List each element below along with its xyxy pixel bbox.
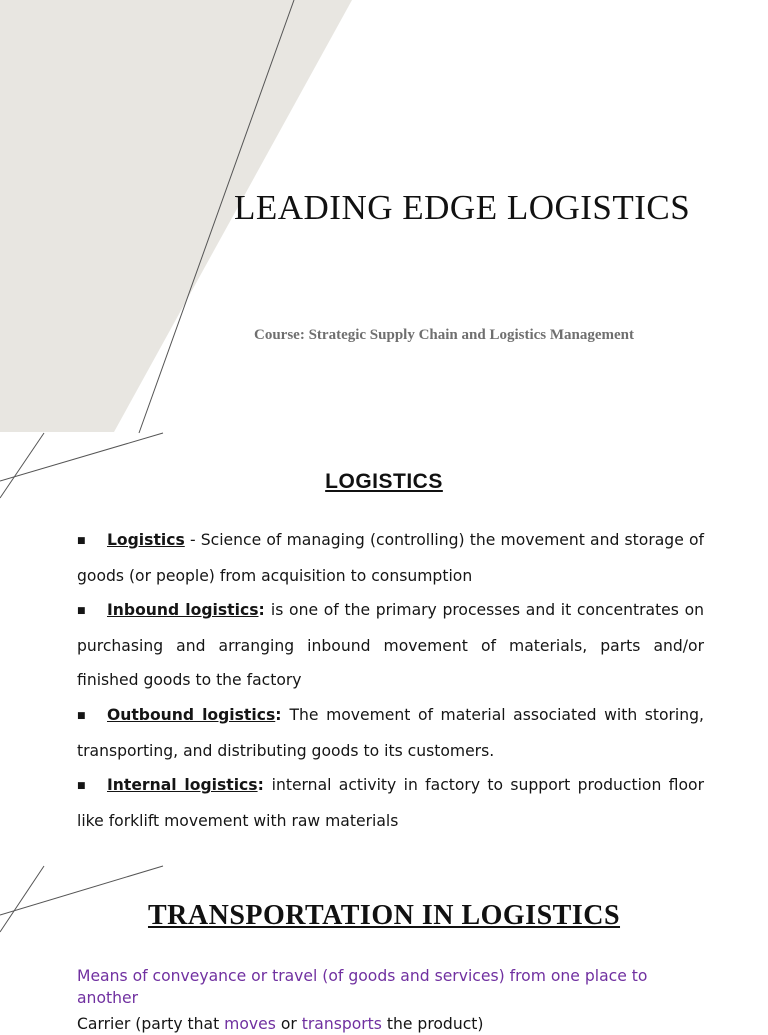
course-subtitle: Course: Strategic Supply Chain and Logistics Management [254,327,635,343]
bullet-text: Science of managing (controlling) the movement and storage of goods (or people) from acquisition to consumption [77,531,705,585]
list-item [77,523,704,593]
bullet-icon: ■ [77,781,86,792]
bullet-term: Internal logistics [107,776,258,795]
bullet-term: Logistics [107,531,185,549]
bullet-icon: ■ [77,536,86,546]
bullet-term: Outbound logistics [107,705,276,724]
list-item [77,593,704,698]
bullet-term: Inbound logistics [107,601,259,620]
list-item [77,698,704,768]
carrier-highlight-transports: transports [301,1015,382,1033]
bullet-separator: : [275,705,290,724]
bullet-icon: ■ [77,606,86,617]
carrier-text [77,1013,484,1035]
carrier-text-start: Carrier (party that [77,1015,225,1033]
carrier-text-end: the product) [381,1015,484,1033]
transportation-heading: TRANSPORTATION IN LOGISTICS [147,900,621,931]
bullet-separator: : [258,601,271,620]
bullet-icon: ■ [77,710,86,721]
means-of-conveyance-text: Means of conveyance or travel (of goods and services) from one place to another [77,967,648,1007]
carrier-highlight-moves: moves [224,1015,276,1033]
logistics-heading: LOGISTICS [325,470,443,493]
logistics-bullet-list [77,523,704,838]
bullet-text: internal activity in factory to support production floor like forklift movement with raw materials [77,776,704,830]
bullet-text: The movement of material associated with storing, transporting, and distributing goods to its customers. [77,705,705,760]
bullet-separator: : [257,776,272,795]
carrier-text-or: or [275,1015,302,1033]
bullet-text: is one of the primary processes and it concentrates on purchasing and arranging inbound movement of materials, parts and/or finished goods to the factory [77,601,705,690]
slide-title: LEADING EDGE LOGISTICS [234,188,691,227]
list-item [77,768,704,838]
bullet-separator: - [184,531,201,549]
